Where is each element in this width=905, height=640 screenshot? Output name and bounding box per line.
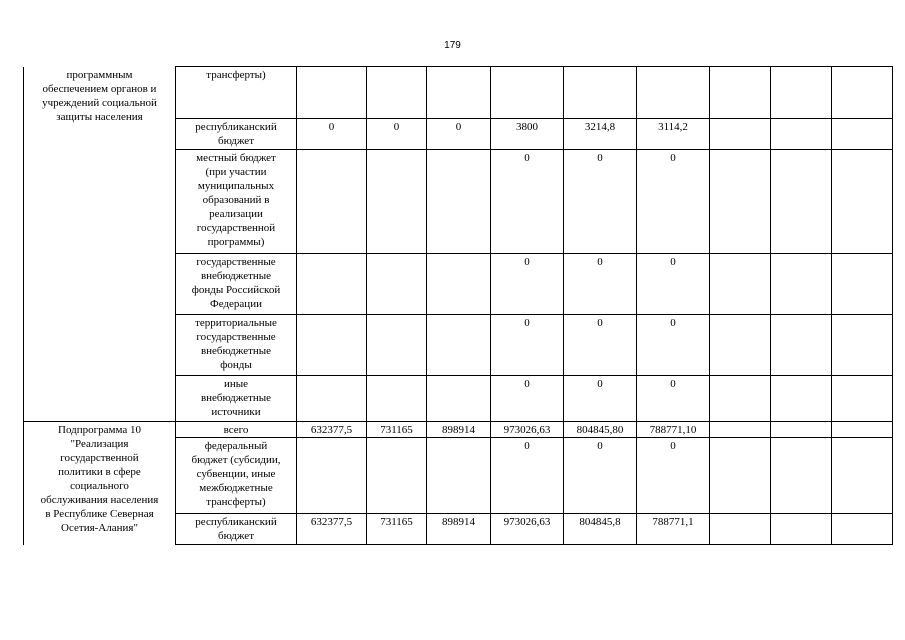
- empty-cell: [771, 514, 832, 545]
- empty-cell: [710, 438, 771, 514]
- funding-source-line: внебюджетные: [200, 345, 272, 357]
- program-name-line: "Реализация: [70, 438, 129, 450]
- funding-source-cell: [176, 67, 297, 119]
- empty-cell: [771, 422, 832, 438]
- value-cell: [297, 254, 367, 315]
- program-name-line: программным: [66, 68, 133, 81]
- value-cell: [297, 438, 367, 514]
- program-name-line: государственной: [60, 452, 139, 464]
- funding-source-line: территориальные: [195, 317, 277, 329]
- empty-cell: [710, 150, 771, 254]
- value-cell: 898914: [427, 422, 491, 438]
- funding-source-cell: [176, 514, 297, 545]
- value-cell: 973026,63: [491, 514, 564, 545]
- funding-source-line: (при участии: [205, 166, 267, 178]
- funding-source-line: республиканский: [195, 121, 277, 133]
- table-row: [24, 422, 893, 438]
- funding-source-cell: [176, 422, 297, 438]
- funding-source-cell: [176, 315, 297, 376]
- funding-source-line: государственные: [196, 331, 276, 343]
- value-cell: 0: [564, 438, 637, 514]
- program-name-line: политики в сфере: [58, 466, 141, 478]
- funding-source-line: республиканский: [195, 516, 277, 528]
- funding-source-line: фонды: [220, 359, 252, 371]
- value-cell: [297, 376, 367, 422]
- funding-source-cell: [176, 119, 297, 150]
- empty-cell: [710, 67, 771, 119]
- funding-source-line: программы): [207, 236, 265, 248]
- empty-cell: [710, 315, 771, 376]
- value-cell: 0: [637, 254, 710, 315]
- value-cell: 0: [564, 315, 637, 376]
- value-cell: 731165: [367, 422, 427, 438]
- value-cell: 3114,2: [637, 119, 710, 150]
- program-name-line: защиты населения: [56, 110, 143, 123]
- funding-source-line: всего: [223, 424, 249, 436]
- funding-source-line: трансферты): [206, 496, 266, 508]
- empty-cell: [771, 119, 832, 150]
- value-cell: 0: [564, 376, 637, 422]
- funding-source-cell: [176, 150, 297, 254]
- empty-cell: [771, 150, 832, 254]
- program-name-line: учреждений социальной: [42, 96, 157, 109]
- value-cell: 0: [637, 438, 710, 514]
- program-name-line: в Республике Северная: [45, 508, 154, 520]
- value-cell: 0: [564, 254, 637, 315]
- value-cell: 731165: [367, 514, 427, 545]
- empty-cell: [832, 150, 893, 254]
- empty-cell: [710, 254, 771, 315]
- value-cell: 3214,8: [564, 119, 637, 150]
- value-cell: 788771,1: [637, 514, 710, 545]
- value-cell: 973026,63: [491, 422, 564, 438]
- funding-source-line: образований в: [202, 194, 270, 206]
- empty-cell: [710, 422, 771, 438]
- empty-cell: [832, 514, 893, 545]
- value-cell: 898914: [427, 514, 491, 545]
- value-cell: [367, 254, 427, 315]
- funding-source-line: федеральный: [204, 440, 268, 452]
- value-cell: 0: [297, 119, 367, 150]
- funding-source-cell: [176, 438, 297, 514]
- budget-table-container: [23, 66, 893, 545]
- funding-source-line: государственные: [196, 256, 276, 268]
- funding-source-line: Федерации: [210, 298, 262, 310]
- value-cell: 0: [637, 376, 710, 422]
- value-cell: [637, 67, 710, 119]
- empty-cell: [832, 376, 893, 422]
- empty-cell: [771, 254, 832, 315]
- value-cell: 0: [491, 150, 564, 254]
- program-name-line: Подпрограмма 10: [58, 424, 141, 436]
- funding-source-line: внебюджетные: [200, 270, 272, 282]
- value-cell: [427, 438, 491, 514]
- value-cell: 0: [491, 376, 564, 422]
- funding-source-line: бюджет (субсидии,: [191, 454, 281, 466]
- empty-cell: [771, 315, 832, 376]
- value-cell: [491, 67, 564, 119]
- program-name-line: Осетия-Алания": [61, 522, 138, 534]
- funding-source-line: субвенции, иные: [196, 468, 276, 480]
- value-cell: [427, 315, 491, 376]
- program-name-cell: [24, 422, 176, 545]
- value-cell: 804845,8: [564, 514, 637, 545]
- funding-source-line: бюджет: [218, 530, 254, 542]
- value-cell: 0: [564, 150, 637, 254]
- funding-source-line: местный бюджет: [196, 152, 276, 164]
- funding-source-line: источники: [211, 406, 261, 418]
- value-cell: 0: [491, 315, 564, 376]
- value-cell: [367, 67, 427, 119]
- funding-source-line: государственной: [196, 222, 276, 234]
- value-cell: 0: [491, 254, 564, 315]
- value-cell: 788771,10: [637, 422, 710, 438]
- program-name-line: обслуживания населения: [40, 494, 159, 506]
- empty-cell: [771, 67, 832, 119]
- funding-source-line: иные: [223, 378, 249, 390]
- value-cell: [427, 67, 491, 119]
- table-row: [24, 67, 893, 119]
- funding-source-line: межбюджетные: [199, 482, 273, 494]
- empty-cell: [832, 422, 893, 438]
- value-cell: 0: [637, 150, 710, 254]
- value-cell: 0: [427, 119, 491, 150]
- empty-cell: [771, 376, 832, 422]
- program-name-cell: [24, 67, 176, 422]
- funding-source-cell: [176, 254, 297, 315]
- empty-cell: [710, 119, 771, 150]
- empty-cell: [832, 119, 893, 150]
- value-cell: [427, 254, 491, 315]
- value-cell: [427, 376, 491, 422]
- empty-cell: [832, 67, 893, 119]
- program-name-line: социального: [70, 480, 129, 492]
- empty-cell: [710, 376, 771, 422]
- value-cell: 632377,5: [297, 422, 367, 438]
- value-cell: [427, 150, 491, 254]
- funding-source-line: реализации: [209, 208, 263, 220]
- value-cell: [367, 438, 427, 514]
- funding-source-cell: [176, 376, 297, 422]
- value-cell: 0: [491, 438, 564, 514]
- value-cell: [297, 150, 367, 254]
- value-cell: 0: [637, 315, 710, 376]
- budget-table: [23, 66, 893, 545]
- value-cell: 804845,80: [564, 422, 637, 438]
- value-cell: [564, 67, 637, 119]
- funding-source-line: фонды Российской: [191, 284, 281, 296]
- empty-cell: [832, 315, 893, 376]
- funding-source-line: внебюджетные: [200, 392, 272, 404]
- funding-source-line: муниципальных: [197, 180, 275, 192]
- empty-cell: [771, 438, 832, 514]
- value-cell: [297, 67, 367, 119]
- funding-source-line: трансферты): [206, 69, 266, 81]
- empty-cell: [832, 254, 893, 315]
- value-cell: [367, 150, 427, 254]
- value-cell: [297, 315, 367, 376]
- empty-cell: [710, 514, 771, 545]
- value-cell: [367, 315, 427, 376]
- value-cell: 632377,5: [297, 514, 367, 545]
- funding-source-line: бюджет: [218, 135, 254, 147]
- value-cell: 3800: [491, 119, 564, 150]
- page-number: 179: [444, 40, 461, 51]
- empty-cell: [832, 438, 893, 514]
- value-cell: 0: [367, 119, 427, 150]
- value-cell: [367, 376, 427, 422]
- program-name-line: обеспечением органов и: [42, 82, 157, 95]
